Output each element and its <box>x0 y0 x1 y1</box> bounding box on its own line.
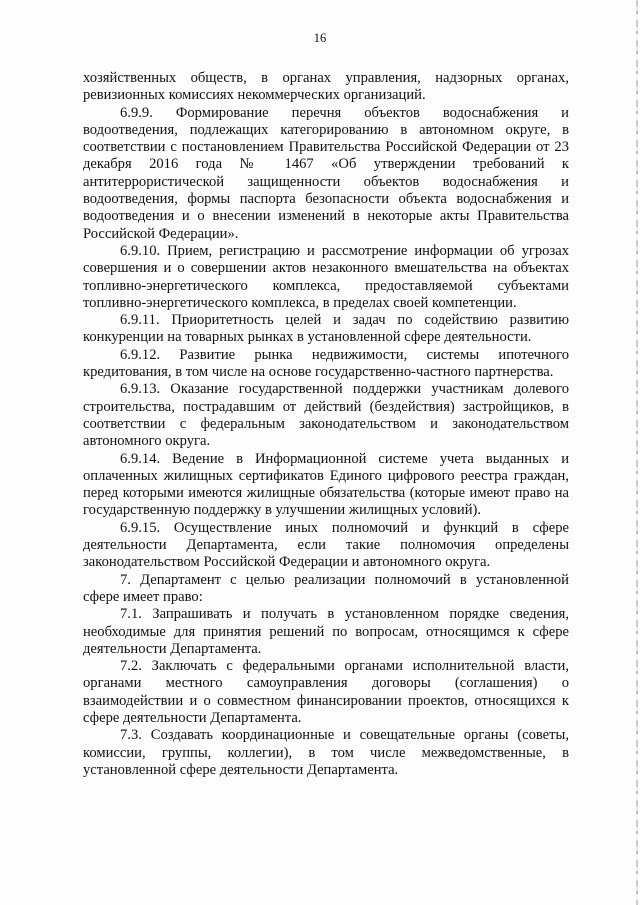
paragraph-6-9-13: 6.9.13. Оказание государственной поддержки участникам долевого строительства, пострадавшим от действий (бездействия) застройщиков, в соответствии с федеральным законодательством и законодательством автономного округа. <box>83 381 569 450</box>
paragraph-7-1: 7.1. Запрашивать и получать в установленном порядке сведения, необходимые для принятия решений по вопросам, относящимся к сфере деятельности Департамента. <box>83 606 569 657</box>
paragraph-6-9-10: 6.9.10. Прием, регистрацию и рассмотрение информации об угрозах совершения и о совершении актов незаконного вмешательства на объектах топливно-энергетического комплекса, предоставляемой субъектами топливно-энергетического комплекса, в пределах своей компетенции. <box>83 242 569 311</box>
page-number: 16 <box>313 31 327 45</box>
document-body <box>83 70 569 779</box>
paragraph-7-2: 7.2. Заключать с федеральными органами исполнительной власти, органами местного самоуправления договоры (соглашения) о взаимодействии и о совместном финансировании проектов, относящихся к сфере деятельности Департамента. <box>83 658 569 726</box>
paragraph-6-9-15: 6.9.15. Осуществление иных полномочий и функций в сфере деятельности Департамента, если такие полномочия определены законодательством Российской Федерации и автономного округа. <box>83 519 569 571</box>
paragraph-6-9-12: 6.9.12. Развитие рынка недвижимости, системы ипотечного кредитования, в том числе на основе государственно-частного партнерства. <box>83 346 569 381</box>
paragraph-6-9-9: 6.9.9. Формирование перечня объектов водоснабжения и водоотведения, подлежащих категорированию в автономном округе, в соответствии с постановлением Правительства Российской Федерации от 23 декабря 2016 года № 1467 «Об утверждении требований к антитеррористической защищенности объектов водоснабжения и водоотведения, формы паспорта безопасности объекта водоснабжения и водоотведения и о внесении изменений в некоторые акты Правительства Российской Федерации». <box>83 104 569 242</box>
paragraph-7: 7. Департамент с целью реализации полномочий в установленной сфере имеет право: <box>83 571 569 605</box>
paragraph-6-9-14: 6.9.14. Ведение в Информационной системе учета выданных и оплаченных жилищных сертификатов Единого цифрового реестра граждан, перед которыми имеются жилищные обязательства (которые имеют право на государственную поддержку в улучшении жилищных условий). <box>83 450 569 519</box>
paragraph-6-9-11: 6.9.11. Приоритетность целей и задач по содействию развитию конкуренции на товарных рынках в установленной сфере деятельности. <box>83 312 569 346</box>
scan-edge <box>636 0 638 905</box>
paragraph-continuation: хозяйственных обществ, в органах управления, надзорных органах, ревизионных комиссиях некоммерческих организаций. <box>83 70 569 104</box>
paragraph-7-3: 7.3. Создавать координационные и совещательные органы (советы, комиссии, группы, коллегии), в том числе межведомственные, в установленной сфере деятельности Департамента. <box>83 727 569 778</box>
